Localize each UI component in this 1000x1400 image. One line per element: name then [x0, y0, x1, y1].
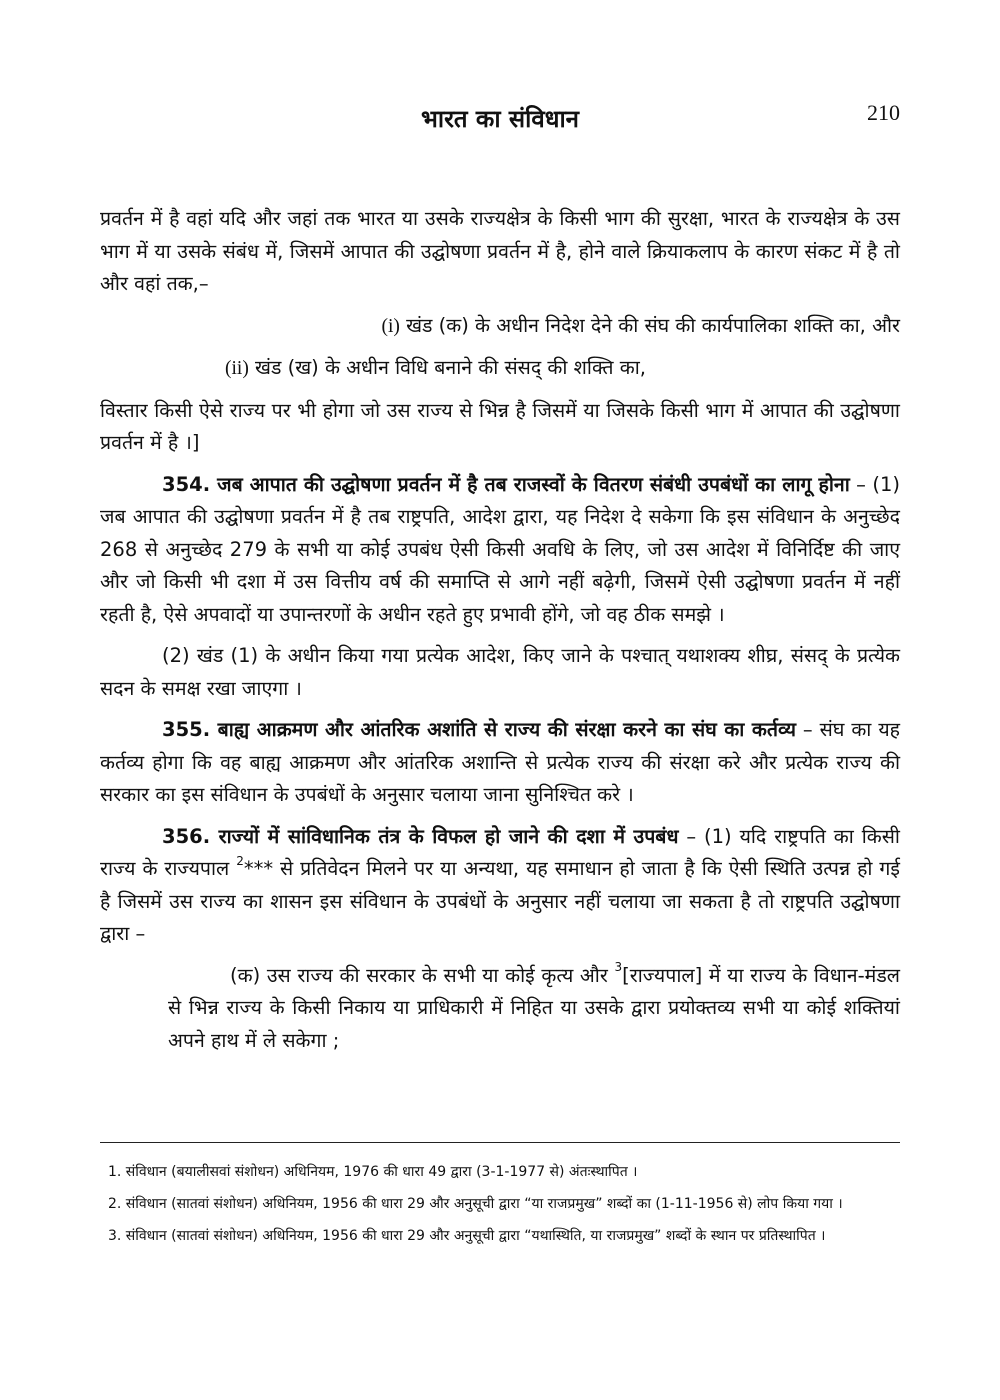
footnote-3: 3. संविधान (सातवां संशोधन) अधिनियम, 1956 की धारा 29 और अनुसूची द्वारा “यथास्थिति, या राजप्रमुख” शब्दों के स्थान पर प्रतिस्थापित ।	[108, 1228, 826, 1244]
continuation-paragraph: प्रवर्तन में है वहां यदि और जहां तक भारत या उसके राज्यक्षेत्र के किसी भाग की सुरक्षा, भारत के राज्यक्षेत्र के उस भाग में या उसके संबंध में, जिसमें आपात की उद्घोषणा प्रवर्तन में है, होने वाले क्रियाकलाप के कारण संकट में है तो और वहां तक,–	[100, 207, 900, 295]
footnote-ref-3[interactable]: 3	[614, 960, 623, 974]
page-number: 210	[867, 100, 900, 125]
clause-i	[100, 310, 900, 344]
clause-ka	[168, 960, 900, 1058]
clause-ii	[225, 352, 900, 386]
extension-paragraph: विस्तार किसी ऐसे राज्य पर भी होगा जो उस राज्य से भिन्न है जिसमें या जिसके किसी भाग में आपात की उद्घोषणा प्रवर्तन में है ।]	[100, 398, 900, 454]
article-356-text-b: से प्रतिवेदन मिलने पर या अन्यथा, यह समाधान हो जाता है कि ऐसी स्थिति उत्पन्न हो गई है जिसमें उस राज्य का शासन इस संविधान के उपबंधों के अनुसार नहीं चलाया जा सकता है तो राष्ट्रपति उद्घोषणा द्वारा –	[100, 857, 900, 945]
footnotes	[108, 1158, 900, 1251]
page-title: भारत का संविधान	[420, 105, 580, 133]
clause-i-text: खंड (क) के अधीन निदेश देने की संघ की कार्यपालिका शक्ति का, और	[399, 313, 900, 337]
omission-stars: ***	[243, 857, 274, 880]
clause-ii-number: (ii)	[225, 358, 249, 379]
clause-ka-text-b: [राज्यपाल] में या राज्य के विधान-मंडल से भिन्न राज्य के किसी निकाय या प्राधिकारी में निहित या उसके द्वारा प्रयोक्तव्य सभी या कोई शक्तियां अपने हाथ में ले सकेगा ;	[168, 963, 900, 1052]
body-text	[100, 203, 900, 1057]
article-356	[100, 821, 900, 951]
article-355-text: – संघ का यह कर्तव्य होगा कि वह बाह्य आक्रमण और आंतरिक अशान्ति से प्रत्येक राज्य की संरक्षा करे और प्रत्येक राज्य की सरकार का इस संविधान के उपबंधों के अनुसार चलाया जाना सुनिश्चित करे ।	[100, 718, 900, 806]
clause-ka-text-a: (क) उस राज्य की सरकार के सभी या कोई कृत्य और	[230, 963, 615, 987]
article-355	[100, 714, 900, 812]
footnote-ref-2[interactable]: 2	[236, 853, 244, 868]
footnote-1: 1. संविधान (बयालीसवां संशोधन) अधिनियम, 1976 की धारा 49 द्वारा (3-1-1977 से) अंतःस्थापित ।	[108, 1164, 638, 1180]
article-356-text-a: – (1) यदि राष्ट्रपति का किसी राज्य के राज्यपाल	[100, 824, 900, 880]
article-354	[100, 469, 900, 632]
clause-ii-text: खंड (ख) के अधीन विधि बनाने की संसद् की शक्ति का,	[248, 356, 646, 379]
footnote-2: 2. संविधान (सातवां संशोधन) अधिनियम, 1956 की धारा 29 और अनुसूची द्वारा “या राजप्रमुख” शब्दों का (1-11-1956 से) लोप किया गया ।	[108, 1196, 843, 1212]
footnote-divider	[100, 1142, 900, 1143]
article-354-clause-2: (2) खंड (1) के अधीन किया गया प्रत्येक आदेश, किए जाने के पश्चात् यथाशक्य शीघ्र, संसद् के प्रत्येक सदन के समक्ष रखा जाएगा ।	[100, 644, 900, 700]
article-354-text: – (1) जब आपात की उद्घोषणा प्रवर्तन में है तब राष्ट्रपति, आदेश द्वारा, यह निदेश दे सकेगा कि इस संविधान के अनुच्छेद 268 से अनुच्छेद 279 के सभी या कोई उपबंध ऐसी किसी अवधि के लिए, जो उस आदेश में विनिर्दिष्ट की जाए और जो किसी भी दशा में उस वित्तीय वर्ष की समाप्ति से आगे नहीं बढ़ेगी, जिसमें ऐसी उद्घोषणा प्रवर्तन में नहीं रहती है, ऐसे अपवादों या उपान्तरणों के अधीन रहते हुए प्रभावी होंगे, जो वह ठीक समझे ।	[100, 472, 901, 626]
article-355-heading: 355. बाह्य आक्रमण और आंतरिक अशांति से राज्य की संरक्षा करने का संघ का कर्तव्य	[162, 718, 796, 741]
article-356-heading: 356. राज्यों में सांविधानिक तंत्र के विफल हो जाने की दशा में उपबंध	[162, 824, 679, 848]
article-354-heading: 354. जब आपात की उद्घोषणा प्रवर्तन में है तब राजस्वों के वितरण संबंधी उपबंधों का लागू होना	[162, 472, 850, 496]
clause-i-number: (i)	[381, 315, 400, 337]
